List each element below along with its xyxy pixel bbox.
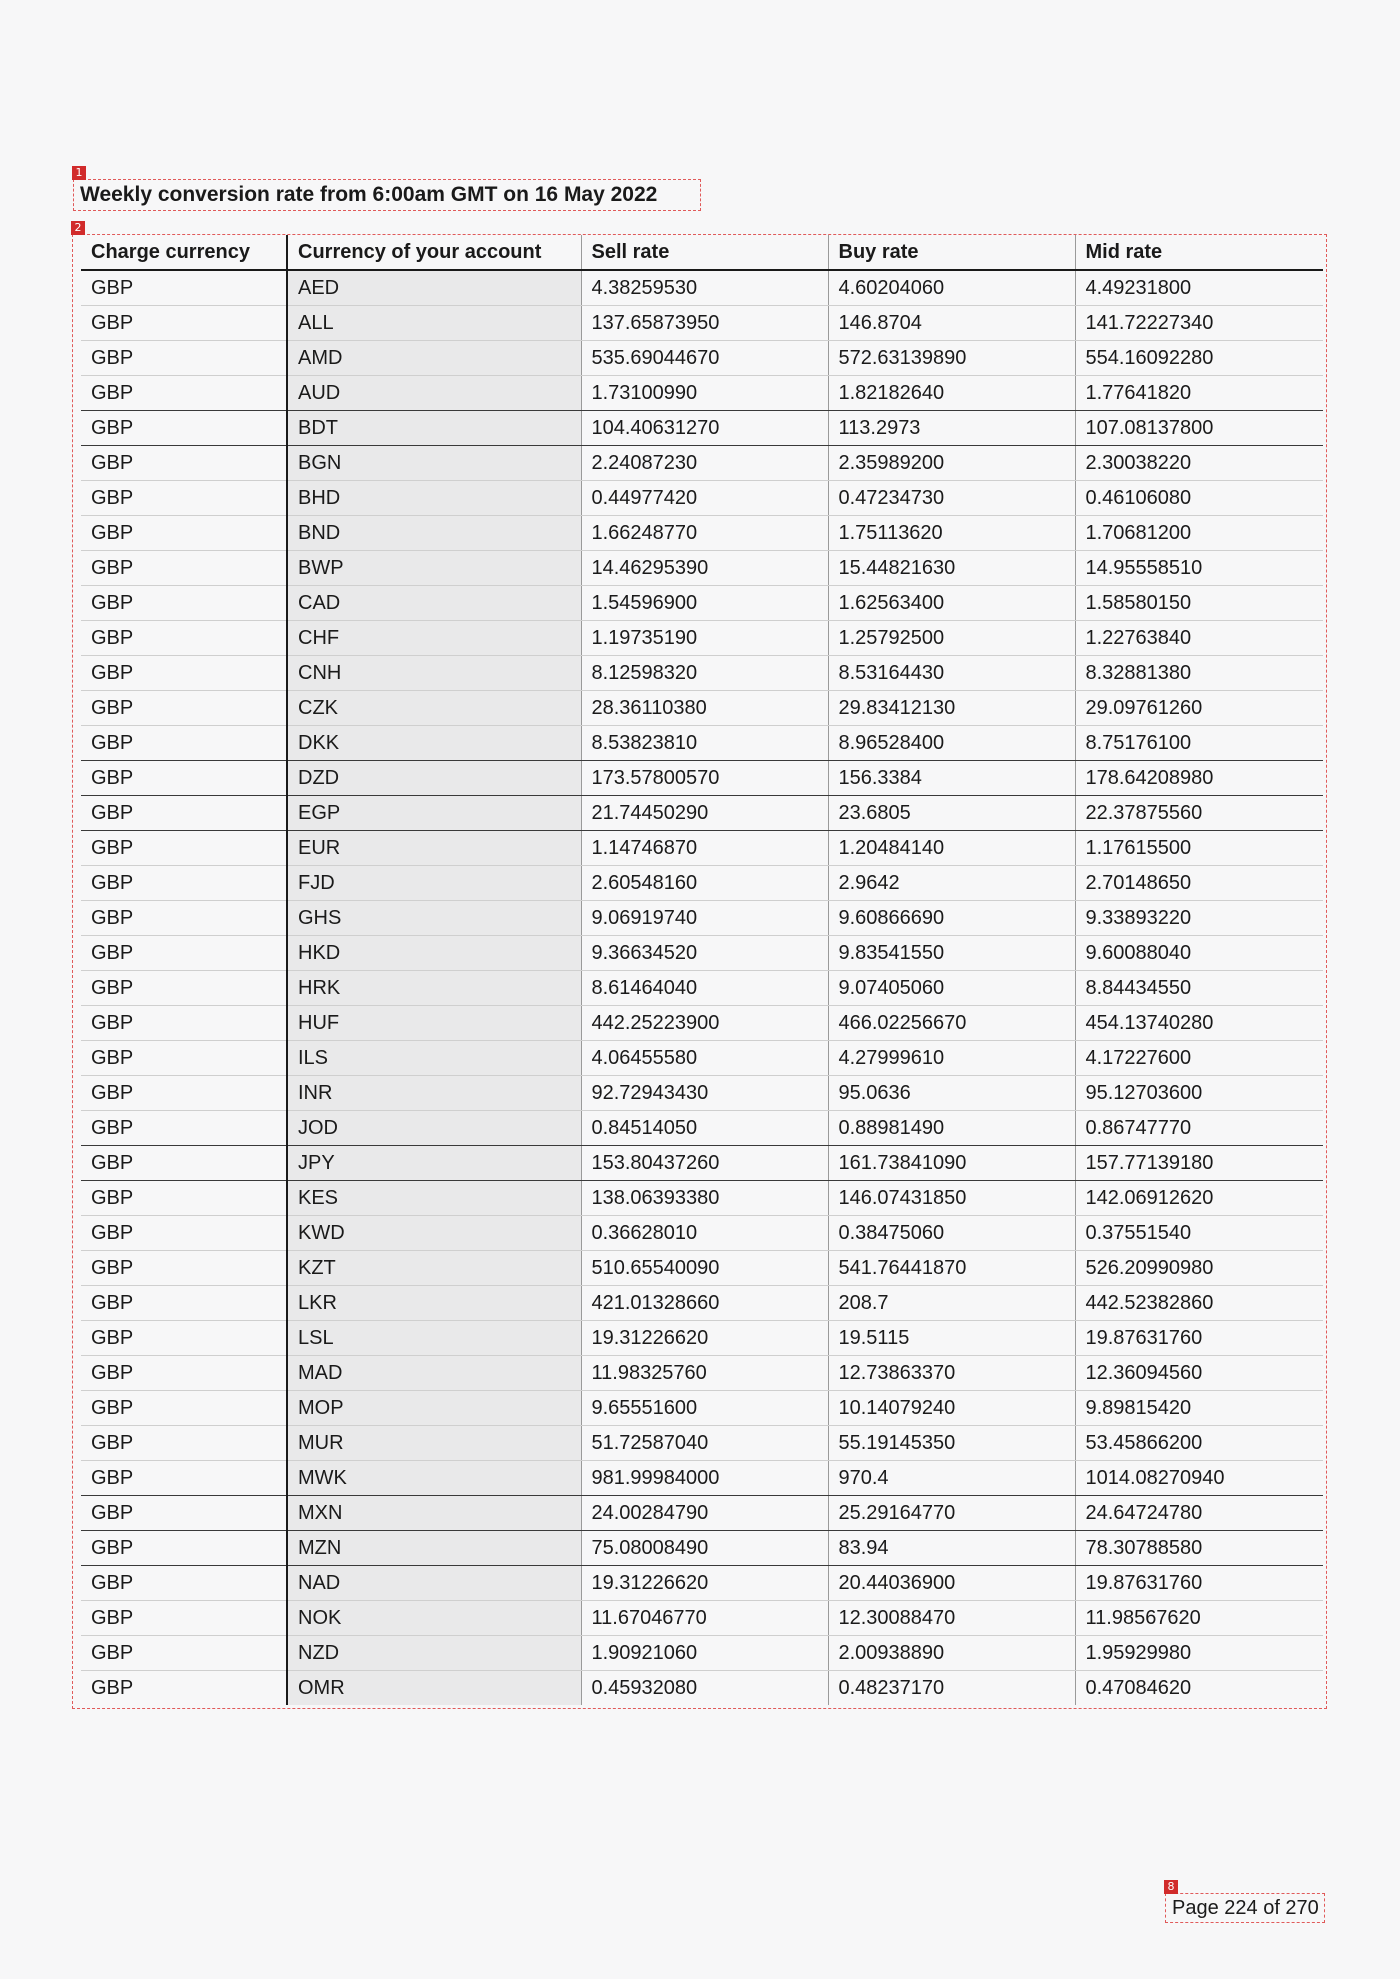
sell-rate-cell: 4.06455580 <box>581 1041 828 1076</box>
charge-currency-cell: GBP <box>81 551 287 586</box>
table-row <box>81 1111 1323 1146</box>
charge-currency-cell: GBP <box>81 270 287 306</box>
header-account-currency: Currency of your account <box>287 235 581 270</box>
sell-rate-cell: 51.72587040 <box>581 1426 828 1461</box>
account-currency-cell: GHS <box>287 901 581 936</box>
header-mid-rate: Mid rate <box>1075 235 1323 270</box>
buy-rate-cell: 10.14079240 <box>828 1391 1075 1426</box>
account-currency-cell: NZD <box>287 1636 581 1671</box>
sell-rate-cell: 28.36110380 <box>581 691 828 726</box>
table-row <box>81 306 1323 341</box>
sell-rate-cell: 19.31226620 <box>581 1566 828 1601</box>
table-row <box>81 516 1323 551</box>
mid-rate-cell: 4.49231800 <box>1075 270 1323 306</box>
sell-rate-cell: 1.73100990 <box>581 376 828 411</box>
account-currency-cell: AED <box>287 270 581 306</box>
mid-rate-cell: 1.22763840 <box>1075 621 1323 656</box>
mid-rate-cell: 1.77641820 <box>1075 376 1323 411</box>
table-row <box>81 1496 1323 1531</box>
account-currency-cell: HUF <box>287 1006 581 1041</box>
buy-rate-cell: 9.07405060 <box>828 971 1075 1006</box>
sell-rate-cell: 11.98325760 <box>581 1356 828 1391</box>
charge-currency-cell: GBP <box>81 1531 287 1566</box>
table-row <box>81 1321 1323 1356</box>
table-row <box>81 1566 1323 1601</box>
region-marker: 8 <box>1164 1880 1178 1894</box>
sell-rate-cell: 0.36628010 <box>581 1216 828 1251</box>
table-row <box>81 270 1323 306</box>
mid-rate-cell: 24.64724780 <box>1075 1496 1323 1531</box>
buy-rate-cell: 25.29164770 <box>828 1496 1075 1531</box>
charge-currency-cell: GBP <box>81 1111 287 1146</box>
table-row <box>81 1391 1323 1426</box>
sell-rate-cell: 24.00284790 <box>581 1496 828 1531</box>
account-currency-cell: DKK <box>287 726 581 761</box>
footer-region <box>1166 1880 1324 1922</box>
buy-rate-cell: 95.0636 <box>828 1076 1075 1111</box>
mid-rate-cell: 1.58580150 <box>1075 586 1323 621</box>
charge-currency-cell: GBP <box>81 1566 287 1601</box>
charge-currency-cell: GBP <box>81 1181 287 1216</box>
account-currency-cell: MWK <box>287 1461 581 1496</box>
table-row <box>81 481 1323 516</box>
mid-rate-cell: 1.70681200 <box>1075 516 1323 551</box>
buy-rate-cell: 113.2973 <box>828 411 1075 446</box>
header-row <box>81 235 1323 270</box>
buy-rate-cell: 1.82182640 <box>828 376 1075 411</box>
buy-rate-cell: 1.20484140 <box>828 831 1075 866</box>
buy-rate-cell: 0.88981490 <box>828 1111 1075 1146</box>
buy-rate-cell: 12.30088470 <box>828 1601 1075 1636</box>
account-currency-cell: JPY <box>287 1146 581 1181</box>
mid-rate-cell: 142.06912620 <box>1075 1181 1323 1216</box>
sell-rate-cell: 8.12598320 <box>581 656 828 691</box>
charge-currency-cell: GBP <box>81 516 287 551</box>
table-row <box>81 1636 1323 1671</box>
sell-rate-cell: 137.65873950 <box>581 306 828 341</box>
mid-rate-cell: 78.30788580 <box>1075 1531 1323 1566</box>
charge-currency-cell: GBP <box>81 1006 287 1041</box>
table-row <box>81 1076 1323 1111</box>
buy-rate-cell: 29.83412130 <box>828 691 1075 726</box>
table-region <box>73 221 1326 1708</box>
buy-rate-cell: 23.6805 <box>828 796 1075 831</box>
charge-currency-cell: GBP <box>81 1146 287 1181</box>
mid-rate-cell: 0.86747770 <box>1075 1111 1323 1146</box>
buy-rate-cell: 83.94 <box>828 1531 1075 1566</box>
buy-rate-cell: 146.07431850 <box>828 1181 1075 1216</box>
mid-rate-cell: 95.12703600 <box>1075 1076 1323 1111</box>
charge-currency-cell: GBP <box>81 1251 287 1286</box>
account-currency-cell: KES <box>287 1181 581 1216</box>
buy-rate-cell: 4.27999610 <box>828 1041 1075 1076</box>
account-currency-cell: JOD <box>287 1111 581 1146</box>
mid-rate-cell: 0.47084620 <box>1075 1671 1323 1706</box>
charge-currency-cell: GBP <box>81 341 287 376</box>
account-currency-cell: BGN <box>287 446 581 481</box>
account-currency-cell: ILS <box>287 1041 581 1076</box>
account-currency-cell: EGP <box>287 796 581 831</box>
mid-rate-cell: 442.52382860 <box>1075 1286 1323 1321</box>
account-currency-cell: INR <box>287 1076 581 1111</box>
sell-rate-cell: 138.06393380 <box>581 1181 828 1216</box>
sell-rate-cell: 21.74450290 <box>581 796 828 831</box>
table-row <box>81 691 1323 726</box>
buy-rate-cell: 8.53164430 <box>828 656 1075 691</box>
table-row <box>81 936 1323 971</box>
charge-currency-cell: GBP <box>81 726 287 761</box>
table-row <box>81 621 1323 656</box>
table-row <box>81 446 1323 481</box>
header-buy-rate: Buy rate <box>828 235 1075 270</box>
table-row <box>81 411 1323 446</box>
table-row <box>81 1601 1323 1636</box>
buy-rate-cell: 970.4 <box>828 1461 1075 1496</box>
table-row <box>81 726 1323 761</box>
sell-rate-cell: 981.99984000 <box>581 1461 828 1496</box>
charge-currency-cell: GBP <box>81 376 287 411</box>
account-currency-cell: LKR <box>287 1286 581 1321</box>
charge-currency-cell: GBP <box>91 1676 134 1699</box>
sell-rate-cell: 4.38259530 <box>581 270 828 306</box>
table-body <box>81 270 1323 1705</box>
page-number: Page 224 of 270 <box>1172 1897 1319 1919</box>
charge-currency-cell: GBP <box>81 586 287 621</box>
mid-rate-cell: 107.08137800 <box>1075 411 1323 446</box>
table-row <box>81 1181 1323 1216</box>
account-currency-cell: EUR <box>287 831 581 866</box>
charge-currency-cell: GBP <box>81 866 287 901</box>
buy-rate-cell: 2.00938890 <box>828 1636 1075 1671</box>
mid-rate-cell: 526.20990980 <box>1075 1251 1323 1286</box>
mid-rate-cell: 11.98567620 <box>1075 1601 1323 1636</box>
account-currency-cell: FJD <box>287 866 581 901</box>
title-region <box>74 166 700 210</box>
sell-rate-cell: 1.66248770 <box>581 516 828 551</box>
page-title: Weekly conversion rate from 6:00am GMT on 16 May 2022 <box>80 183 658 206</box>
sell-rate-cell: 1.19735190 <box>581 621 828 656</box>
table-row <box>81 1146 1323 1181</box>
buy-rate-cell: 156.3384 <box>828 761 1075 796</box>
buy-rate-cell: 19.5115 <box>828 1321 1075 1356</box>
mid-rate-cell: 9.89815420 <box>1075 1391 1323 1426</box>
buy-rate-cell: 1.75113620 <box>828 516 1075 551</box>
mid-rate-cell: 22.37875560 <box>1075 796 1323 831</box>
table-row <box>81 1006 1323 1041</box>
buy-rate-cell: 208.7 <box>828 1286 1075 1321</box>
mid-rate-cell: 14.95558510 <box>1075 551 1323 586</box>
sell-rate-cell: 92.72943430 <box>581 1076 828 1111</box>
sell-rate-cell: 0.84514050 <box>581 1111 828 1146</box>
table-header <box>81 235 1323 270</box>
region-marker: 1 <box>72 166 86 180</box>
account-currency-cell: LSL <box>287 1321 581 1356</box>
mid-rate-cell: 4.17227600 <box>1075 1041 1323 1076</box>
table-row <box>81 761 1323 796</box>
sell-rate-cell: 19.31226620 <box>581 1321 828 1356</box>
account-currency-cell: NAD <box>287 1566 581 1601</box>
buy-rate-cell: 466.02256670 <box>828 1006 1075 1041</box>
sell-rate-cell: 442.25223900 <box>581 1006 828 1041</box>
sell-rate-cell: 535.69044670 <box>581 341 828 376</box>
mid-rate-cell: 454.13740280 <box>1075 1006 1323 1041</box>
conversion-rate-table <box>81 235 1323 1705</box>
mid-rate-cell: 8.75176100 <box>1075 726 1323 761</box>
mid-rate-cell: 19.87631760 <box>1075 1321 1323 1356</box>
account-currency-cell: MXN <box>287 1496 581 1531</box>
charge-currency-cell: GBP <box>81 621 287 656</box>
account-currency-cell: MZN <box>287 1531 581 1566</box>
table-row <box>81 656 1323 691</box>
mid-rate-cell: 0.37551540 <box>1075 1216 1323 1251</box>
charge-currency-cell: GBP <box>81 306 287 341</box>
account-currency-cell: BDT <box>287 411 581 446</box>
buy-rate-cell: 2.35989200 <box>828 446 1075 481</box>
sell-rate-cell: 1.90921060 <box>581 1636 828 1671</box>
sell-rate-cell: 11.67046770 <box>581 1601 828 1636</box>
buy-rate-cell: 161.73841090 <box>828 1146 1075 1181</box>
sell-rate-cell: 8.61464040 <box>581 971 828 1006</box>
mid-rate-cell: 2.70148650 <box>1075 866 1323 901</box>
table-row <box>81 1251 1323 1286</box>
mid-rate-cell: 53.45866200 <box>1075 1426 1323 1461</box>
sell-rate-cell: 9.06919740 <box>581 901 828 936</box>
mid-rate-cell: 8.32881380 <box>1075 656 1323 691</box>
mid-rate-cell: 157.77139180 <box>1075 1146 1323 1181</box>
charge-currency-cell: GBP <box>81 656 287 691</box>
mid-rate-cell: 0.46106080 <box>1075 481 1323 516</box>
buy-rate-cell: 2.9642 <box>828 866 1075 901</box>
charge-currency-cell: GBP <box>81 1461 287 1496</box>
sell-rate-cell: 0.44977420 <box>581 481 828 516</box>
charge-currency-cell: GBP <box>81 901 287 936</box>
buy-rate-cell: 20.44036900 <box>828 1566 1075 1601</box>
buy-rate-cell: 1.25792500 <box>828 621 1075 656</box>
charge-currency-cell: GBP <box>81 1286 287 1321</box>
sell-rate-cell: 0.45932080 <box>581 1671 828 1706</box>
account-currency-cell: MOP <box>287 1391 581 1426</box>
buy-rate-cell: 0.38475060 <box>828 1216 1075 1251</box>
charge-currency-cell: GBP <box>81 1636 287 1671</box>
account-currency-cell: NOK <box>287 1601 581 1636</box>
table-row <box>81 866 1323 901</box>
header-sell-rate: Sell rate <box>581 235 828 270</box>
charge-currency-cell: GBP <box>81 761 287 796</box>
table-row <box>81 551 1323 586</box>
table-row <box>81 1426 1323 1461</box>
charge-currency-cell: GBP <box>81 936 287 971</box>
account-currency-cell: MAD <box>287 1356 581 1391</box>
table-row <box>81 796 1323 831</box>
account-currency-cell: CAD <box>287 586 581 621</box>
mid-rate-cell: 2.30038220 <box>1075 446 1323 481</box>
table-row <box>81 831 1323 866</box>
account-currency-cell: BND <box>287 516 581 551</box>
table-row <box>81 586 1323 621</box>
buy-rate-cell: 4.60204060 <box>828 270 1075 306</box>
account-currency-cell: OMR <box>287 1671 581 1706</box>
mid-rate-cell: 1.17615500 <box>1075 831 1323 866</box>
sell-rate-cell: 510.65540090 <box>581 1251 828 1286</box>
charge-currency-cell: GBP <box>81 1321 287 1356</box>
mid-rate-cell: 178.64208980 <box>1075 761 1323 796</box>
charge-currency-cell: GBP <box>81 1426 287 1461</box>
account-currency-cell: CZK <box>287 691 581 726</box>
table-row <box>81 1356 1323 1391</box>
charge-currency-cell: GBP <box>81 1216 287 1251</box>
sell-rate-cell: 14.46295390 <box>581 551 828 586</box>
table-row <box>81 1531 1323 1566</box>
account-currency-cell: BHD <box>287 481 581 516</box>
account-currency-cell: AUD <box>287 376 581 411</box>
mid-rate-cell: 141.72227340 <box>1075 306 1323 341</box>
mid-rate-cell: 12.36094560 <box>1075 1356 1323 1391</box>
table-row <box>81 1041 1323 1076</box>
table-row <box>81 1216 1323 1251</box>
buy-rate-cell: 0.48237170 <box>828 1671 1075 1706</box>
buy-rate-cell: 541.76441870 <box>828 1251 1075 1286</box>
charge-currency-cell: GBP <box>81 1496 287 1531</box>
table-row <box>81 1286 1323 1321</box>
table-row <box>81 1461 1323 1496</box>
mid-rate-cell: 9.60088040 <box>1075 936 1323 971</box>
mid-rate-cell: 9.33893220 <box>1075 901 1323 936</box>
mid-rate-cell: 8.84434550 <box>1075 971 1323 1006</box>
account-currency-cell: AMD <box>287 341 581 376</box>
buy-rate-cell: 0.47234730 <box>828 481 1075 516</box>
buy-rate-cell: 1.62563400 <box>828 586 1075 621</box>
header-charge-currency: Charge currency <box>81 235 287 270</box>
buy-rate-cell: 9.83541550 <box>828 936 1075 971</box>
table-row <box>81 1671 1323 1706</box>
charge-currency-cell: GBP <box>81 1041 287 1076</box>
sell-rate-cell: 2.60548160 <box>581 866 828 901</box>
account-currency-cell: CNH <box>287 656 581 691</box>
account-currency-cell: DZD <box>287 761 581 796</box>
charge-currency-cell: GBP <box>81 1356 287 1391</box>
mid-rate-cell: 1.95929980 <box>1075 1636 1323 1671</box>
table-row <box>81 971 1323 1006</box>
mid-rate-cell: 1014.08270940 <box>1075 1461 1323 1496</box>
sell-rate-cell: 1.14746870 <box>581 831 828 866</box>
sell-rate-cell: 75.08008490 <box>581 1531 828 1566</box>
sell-rate-cell: 173.57800570 <box>581 761 828 796</box>
charge-currency-cell: GBP <box>81 796 287 831</box>
charge-currency-cell: GBP <box>81 481 287 516</box>
mid-rate-cell: 19.87631760 <box>1075 1566 1323 1601</box>
buy-rate-cell: 55.19145350 <box>828 1426 1075 1461</box>
table-row <box>81 376 1323 411</box>
account-currency-cell: HKD <box>287 936 581 971</box>
charge-currency-cell: GBP <box>81 1391 287 1426</box>
account-currency-cell: KWD <box>287 1216 581 1251</box>
account-currency-cell: HRK <box>287 971 581 1006</box>
sell-rate-cell: 104.40631270 <box>581 411 828 446</box>
account-currency-cell: BWP <box>287 551 581 586</box>
buy-rate-cell: 8.96528400 <box>828 726 1075 761</box>
account-currency-cell: ALL <box>287 306 581 341</box>
sell-rate-cell: 421.01328660 <box>581 1286 828 1321</box>
charge-currency-cell: GBP <box>81 831 287 866</box>
sell-rate-cell: 9.36634520 <box>581 936 828 971</box>
account-currency-cell: KZT <box>287 1251 581 1286</box>
sell-rate-cell: 1.54596900 <box>581 586 828 621</box>
table-row <box>81 901 1323 936</box>
region-marker: 2 <box>71 221 85 235</box>
sell-rate-cell: 2.24087230 <box>581 446 828 481</box>
mid-rate-cell: 554.16092280 <box>1075 341 1323 376</box>
account-currency-cell: MUR <box>287 1426 581 1461</box>
account-currency-cell: CHF <box>287 621 581 656</box>
charge-currency-cell: GBP <box>81 446 287 481</box>
charge-currency-cell: GBP <box>81 1076 287 1111</box>
charge-currency-cell: GBP <box>81 1601 287 1636</box>
buy-rate-cell: 146.8704 <box>828 306 1075 341</box>
buy-rate-cell: 572.63139890 <box>828 341 1075 376</box>
buy-rate-cell: 12.73863370 <box>828 1356 1075 1391</box>
buy-rate-cell: 15.44821630 <box>828 551 1075 586</box>
charge-currency-cell: GBP <box>81 691 287 726</box>
table-row <box>81 341 1323 376</box>
sell-rate-cell: 153.80437260 <box>581 1146 828 1181</box>
sell-rate-cell: 9.65551600 <box>581 1391 828 1426</box>
charge-currency-cell: GBP <box>81 411 287 446</box>
charge-currency-cell: GBP <box>81 971 287 1006</box>
mid-rate-cell: 29.09761260 <box>1075 691 1323 726</box>
sell-rate-cell: 8.53823810 <box>581 726 828 761</box>
buy-rate-cell: 9.60866690 <box>828 901 1075 936</box>
